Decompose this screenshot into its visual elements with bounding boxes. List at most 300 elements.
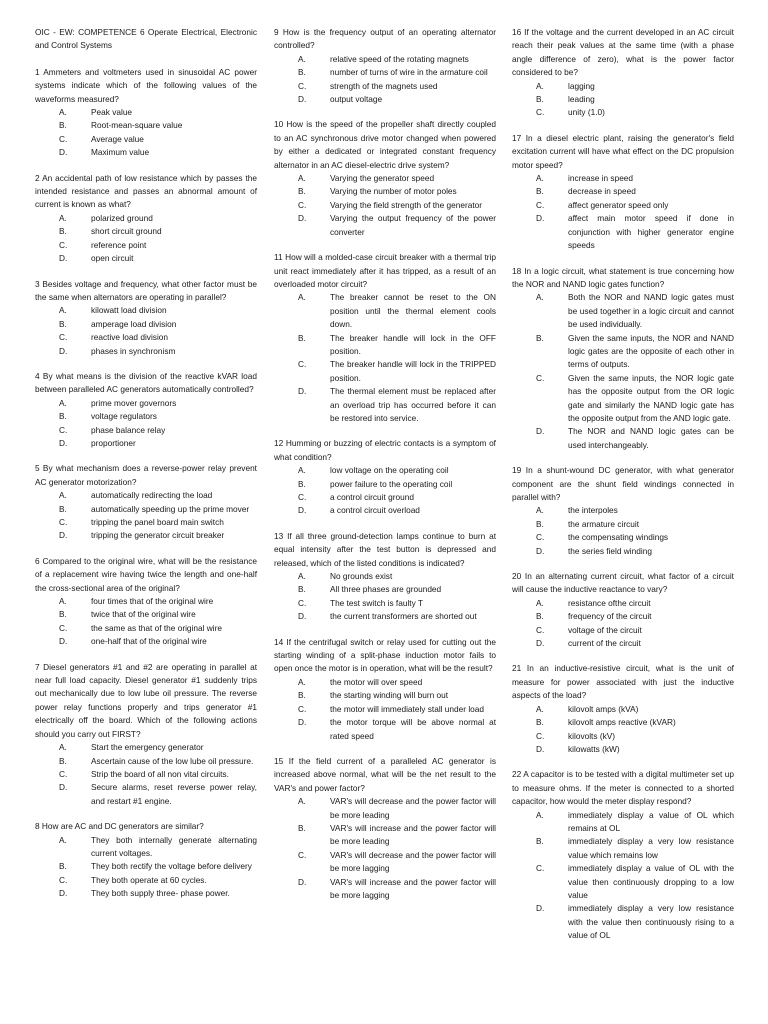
option-text: phases in synchronism xyxy=(91,345,176,356)
option-letter: D. xyxy=(298,876,307,887)
question-stem: 4 By what means is the division of the reactive kVAR load between paralleled AC generators automatically controlled? xyxy=(35,370,257,395)
option-text: the interpoles xyxy=(568,505,618,516)
option-letter: D. xyxy=(59,636,68,647)
option-letter: C. xyxy=(298,492,307,502)
question-stem: 15 If the field current of a paralleled AC generator is increased above normal, what will be the net result to the VAR's and power factor? xyxy=(274,755,496,793)
question-stem: 19 In a shunt-wound DC generator, with what generator component are the shunt field windings connected in parallel with? xyxy=(512,465,734,502)
answer-option xyxy=(35,397,257,410)
answer-option xyxy=(35,424,257,437)
answer-option xyxy=(274,849,496,876)
answer-option xyxy=(35,608,257,621)
option-letter: A. xyxy=(298,796,306,807)
answer-option xyxy=(35,860,257,873)
option-letter: B. xyxy=(536,94,544,105)
answer-option xyxy=(512,372,734,426)
answer-option xyxy=(274,570,496,583)
option-text: immediately display a very low resistance value which remains low xyxy=(568,836,734,860)
option-text: decrease in speed xyxy=(568,186,636,197)
option-text: Average value xyxy=(91,133,144,144)
option-letter: D. xyxy=(536,426,545,437)
option-letter: B. xyxy=(59,609,67,620)
option-text: Root-mean-square value xyxy=(91,120,183,131)
answer-option xyxy=(274,504,496,517)
option-letter: C. xyxy=(59,768,68,779)
answer-option xyxy=(274,291,496,331)
option-letter: C. xyxy=(536,532,545,543)
option-letter: D. xyxy=(298,717,307,728)
question-stem: 2 An accidental path of low resistance which by passes the intended resistance and passes an abnormal amount of current is known as what? xyxy=(35,172,257,210)
question-block xyxy=(35,278,257,358)
option-text: Both the NOR and NAND logic gates must be used together in a logic circuit and cannot be used individually. xyxy=(568,292,734,330)
question-stem: 8 How are AC and DC generators are similar? xyxy=(35,821,204,832)
option-text: the motor will over speed xyxy=(330,676,423,687)
option-text: reference point xyxy=(91,239,147,250)
option-letter: C. xyxy=(59,874,68,885)
option-text: leading xyxy=(568,94,595,105)
option-letter: B. xyxy=(298,478,306,489)
question-block xyxy=(35,172,257,266)
option-text: a control circuit ground xyxy=(330,492,414,502)
option-letter: B. xyxy=(298,690,306,701)
option-letter: A. xyxy=(59,305,67,316)
option-letter: B. xyxy=(536,836,544,847)
question-block xyxy=(35,370,257,450)
answer-option xyxy=(35,212,257,225)
answer-option xyxy=(512,172,734,185)
option-text: Secure alarms, reset reverse power relay, and restart #1 engine. xyxy=(91,782,257,806)
option-letter: B. xyxy=(59,503,67,514)
option-letter: B. xyxy=(536,186,544,197)
answer-option xyxy=(274,703,496,716)
option-text: The NOR and NAND logic gates can be used interchangeably. xyxy=(568,426,734,450)
question-block xyxy=(512,265,734,453)
option-letter: A. xyxy=(536,597,544,608)
option-letter: B. xyxy=(536,611,544,622)
option-letter: C. xyxy=(536,863,545,874)
option-text: VAR's will increase and the power factor will be more lagging xyxy=(330,876,496,900)
option-text: increase in speed xyxy=(568,173,634,184)
answer-option xyxy=(35,304,257,317)
option-text: the series field winding xyxy=(568,545,652,556)
question-block xyxy=(512,662,734,756)
answer-option xyxy=(512,545,734,558)
option-letter: A. xyxy=(59,212,67,223)
option-letter: C. xyxy=(298,80,307,91)
answer-option xyxy=(35,133,257,146)
answer-option xyxy=(512,80,734,93)
question-block xyxy=(274,437,496,517)
question-stem: 20 In an alternating current circuit, what factor of a circuit will cause the inductive reactance to vary? xyxy=(512,571,734,595)
option-text: number of turns of wire in the armature coil xyxy=(330,67,488,78)
answer-option xyxy=(512,743,734,756)
option-letter: D. xyxy=(536,903,545,914)
option-letter: D. xyxy=(59,782,68,793)
answer-option xyxy=(274,80,496,93)
answer-option xyxy=(512,518,734,531)
option-letter: B. xyxy=(536,518,544,529)
option-letter: C. xyxy=(298,703,307,714)
option-text: four times that of the original wire xyxy=(91,596,214,607)
answer-option xyxy=(512,332,734,372)
answer-option xyxy=(274,332,496,359)
option-letter: B. xyxy=(536,717,544,728)
option-letter: A. xyxy=(536,80,544,91)
answer-option xyxy=(35,741,257,754)
option-letter: A. xyxy=(298,465,306,476)
question-stem: 17 In a diesel electric plant, raising the generator's field excitation current will have what effect on the DC propulsion motor speed? xyxy=(512,132,734,170)
option-text: Varying the number of motor poles xyxy=(330,186,457,197)
option-letter: C. xyxy=(536,107,545,118)
option-text: affect main motor speed if done in conjunction with higher generator engine speeds xyxy=(568,213,734,251)
option-text: output voltage xyxy=(330,94,383,105)
question-stem: 21 In an inductive-resistive circuit, what is the unit of measure for power associated with just the inductive aspects of the load? xyxy=(512,663,734,701)
option-letter: D. xyxy=(536,638,545,649)
option-letter: C. xyxy=(298,199,307,210)
answer-option xyxy=(274,66,496,79)
answer-option xyxy=(35,225,257,238)
answer-option xyxy=(512,93,734,106)
answer-option xyxy=(274,358,496,385)
option-text: They both rectify the voltage before delivery xyxy=(91,861,252,872)
answer-option xyxy=(35,595,257,608)
answer-option xyxy=(512,902,734,942)
option-letter: B. xyxy=(298,332,306,343)
question-stem: 16 If the voltage and the current developed in an AC circuit reach their peak values at the same time (with a phase angle difference of zero), what is the power factor considered to be? xyxy=(512,27,734,78)
option-letter: A. xyxy=(536,173,544,184)
question-block xyxy=(274,636,496,743)
option-text: kilowatts (kW) xyxy=(568,743,620,754)
answer-option xyxy=(512,610,734,623)
answer-option xyxy=(35,529,257,542)
option-text: one-half that of the original wire xyxy=(91,636,207,647)
column-middle xyxy=(274,26,496,914)
option-text: immediately display a value of OL with the value then continuously dropping to a low value xyxy=(568,863,734,900)
question-stem: 7 Diesel generators #1 and #2 are operating in parallel at near full load capacity. Diesel generator #1 suddenly trips out mechanically due to low lube oil pressure. The reverse power relay functions properly and trips generator #1 electrically off the board. Which of the following actions should you carry out FIRST? xyxy=(35,661,257,739)
answer-option xyxy=(35,252,257,265)
option-text: the same as that of the original wire xyxy=(91,622,222,633)
question-block xyxy=(274,755,496,902)
question-block xyxy=(512,26,734,120)
option-text: open circuit xyxy=(91,253,134,264)
option-letter: D. xyxy=(59,253,68,264)
answer-option xyxy=(35,489,257,502)
answer-option xyxy=(274,212,496,239)
column-left xyxy=(35,26,257,913)
answer-option xyxy=(512,637,734,650)
option-letter: C. xyxy=(536,199,545,210)
answer-option xyxy=(35,781,257,808)
option-letter: B. xyxy=(298,822,306,833)
option-text: They both operate at 60 cycles. xyxy=(91,874,207,885)
option-text: automatically redirecting the load xyxy=(91,490,213,501)
answer-option xyxy=(35,768,257,781)
answer-option xyxy=(35,437,257,450)
question-block xyxy=(35,555,257,649)
option-letter: A. xyxy=(298,571,306,582)
option-text: resistance ofthe circuit xyxy=(568,597,651,608)
answer-option xyxy=(512,531,734,544)
option-letter: A. xyxy=(536,292,544,303)
option-letter: D. xyxy=(298,611,307,622)
option-text: kilowatt load division xyxy=(91,305,167,316)
question-stem: 11 How will a molded-case circuit breaker with a thermal trip unit react immediately after it has tripped, as a result of an overloaded motor circuit? xyxy=(274,252,496,289)
option-letter: A. xyxy=(59,397,67,408)
option-letter: C. xyxy=(536,730,545,741)
option-text: Varying the output frequency of the power converter xyxy=(330,213,496,237)
option-letter: C. xyxy=(298,849,307,860)
option-letter: D. xyxy=(59,147,68,158)
option-text: frequency of the circuit xyxy=(568,611,652,622)
answer-option xyxy=(35,146,257,159)
option-text: power failure to the operating coil xyxy=(330,478,453,489)
option-letter: D. xyxy=(536,545,545,556)
option-letter: A. xyxy=(59,596,67,607)
question-block xyxy=(35,66,257,160)
answer-option xyxy=(35,106,257,119)
option-letter: D. xyxy=(298,213,307,224)
answer-option xyxy=(274,822,496,849)
answer-option xyxy=(35,318,257,331)
option-text: Peak value xyxy=(91,107,133,118)
option-text: They both internally generate alternating current voltages. xyxy=(91,834,257,858)
answer-option xyxy=(512,199,734,212)
option-text: Varying the generator speed xyxy=(330,173,435,184)
option-text: voltage regulators xyxy=(91,411,157,422)
option-text: low voltage on the operating coil xyxy=(330,465,449,476)
option-text: kilovolt amps reactive (kVAR) xyxy=(568,717,676,728)
answer-option xyxy=(512,809,734,836)
answer-option xyxy=(35,834,257,861)
option-text: The breaker cannot be reset to the ON position until the thermal element cools down. xyxy=(330,292,496,330)
option-text: the motor torque will be above normal at rated speed xyxy=(330,717,496,741)
answer-option xyxy=(274,716,496,743)
option-letter: C. xyxy=(298,597,307,608)
option-text: kilovolt amps (kVA) xyxy=(568,703,639,714)
answer-option xyxy=(35,887,257,900)
option-letter: C. xyxy=(59,332,68,343)
option-letter: B. xyxy=(59,226,67,237)
question-stem: 6 Compared to the original wire, what will be the resistance of a replacement wire having twice the length and one-half the cross-sectional area of the original? xyxy=(35,555,257,593)
answer-option xyxy=(512,624,734,637)
option-text: The thermal element must be replaced after an overload trip has occurred before it can be restored into service. xyxy=(330,386,496,423)
option-text: The breaker handle will lock in the OFF position. xyxy=(330,332,496,356)
option-text: the armature circuit xyxy=(568,518,640,529)
option-letter: A. xyxy=(536,809,544,820)
option-text: amperage load division xyxy=(91,318,177,329)
option-text: immediately display a value of OL which remains at OL xyxy=(568,809,734,833)
option-text: polarized ground xyxy=(91,212,153,223)
option-letter: C. xyxy=(59,517,68,527)
option-letter: C. xyxy=(536,624,545,635)
option-letter: A. xyxy=(298,53,306,64)
answer-option xyxy=(274,689,496,702)
option-text: immediately display a very low resistance with the value then continuously rising to a value of OL xyxy=(568,903,734,941)
option-text: Start the emergency generator xyxy=(91,742,204,753)
option-letter: A. xyxy=(298,292,306,303)
answer-option xyxy=(512,862,734,902)
answer-option xyxy=(35,635,257,648)
option-letter: C. xyxy=(298,359,307,370)
option-letter: A. xyxy=(59,107,67,118)
option-letter: D. xyxy=(298,386,307,397)
option-letter: B. xyxy=(298,584,306,595)
option-letter: A. xyxy=(59,834,67,845)
question-block xyxy=(35,462,257,542)
question-stem: 13 If all three ground-detection lamps continue to burn at equal intensity after the test button is depressed and released, which of the listed conditions is indicated? xyxy=(274,530,496,568)
option-text: lagging xyxy=(568,80,595,91)
question-stem: 18 In a logic circuit, what statement is true concerning how the NOR and NAND logic gates function? xyxy=(512,265,734,289)
page-header: OIC - EW: COMPETENCE 6 Operate Electrical, Electronic and Control Systems xyxy=(35,27,257,51)
option-text: affect generator speed only xyxy=(568,199,669,210)
option-letter: A. xyxy=(536,703,544,714)
answer-option xyxy=(274,478,496,491)
option-text: The test switch is faulty T xyxy=(330,597,423,608)
answer-option xyxy=(512,185,734,198)
answer-option xyxy=(274,185,496,198)
option-letter: A. xyxy=(536,505,544,516)
answer-option xyxy=(274,464,496,477)
question-block xyxy=(274,118,496,239)
option-letter: A. xyxy=(59,742,67,753)
question-stem: 14 If the centrifugal switch or relay used for cutting out the starting winding of a split-phase induction motor fails to open once the motor is in operation, what will be the result? xyxy=(274,636,496,674)
question-block xyxy=(274,26,496,106)
option-letter: C. xyxy=(59,133,68,144)
answer-option xyxy=(512,835,734,862)
answer-option xyxy=(274,53,496,66)
option-letter: C. xyxy=(59,622,68,633)
option-text: kilovolts (kV) xyxy=(568,730,616,741)
option-text: Ascertain cause of the low lube oil pressure. xyxy=(91,755,254,766)
question-block xyxy=(274,251,496,425)
option-text: Varying the field strength of the generator xyxy=(330,199,483,210)
question-block xyxy=(512,768,734,942)
answer-option xyxy=(35,874,257,887)
option-letter: C. xyxy=(59,239,68,250)
answer-option xyxy=(35,331,257,344)
question-stem: 9 How is the frequency output of an operating alternator controlled? xyxy=(274,27,496,51)
question-stem: 22 A capacitor is to be tested with a digital multimeter set up to measure ohms. If the meter is connected to a shorted capacitor, how would the meter display respond? xyxy=(512,769,734,807)
option-letter: D. xyxy=(298,505,307,516)
option-letter: D. xyxy=(59,530,68,541)
answer-option xyxy=(274,610,496,623)
answer-option xyxy=(35,239,257,252)
option-letter: B. xyxy=(298,186,306,197)
option-text: relative speed of the rotating magnets xyxy=(330,53,469,64)
answer-option xyxy=(512,212,734,252)
option-text: Given the same inputs, the NOR logic gate has the opposite output from the OR logic gate and similarly the NAND logic gate has the opposite output from the AND logic gate. xyxy=(568,372,734,423)
option-text: short circuit ground xyxy=(91,226,162,237)
answer-option xyxy=(512,504,734,517)
option-letter: D. xyxy=(298,94,307,105)
question-stem: 10 How is the speed of the propeller shaft directly coupled to an AC synchronous drive motor changed when powered by either a dedicated or integrated constant frequency alternator in an AC diesel-electric drive system? xyxy=(274,119,496,170)
answer-option xyxy=(274,385,496,425)
question-block xyxy=(35,661,257,808)
option-letter: B. xyxy=(59,861,67,872)
answer-option xyxy=(35,503,257,516)
option-text: current of the circuit xyxy=(568,638,641,649)
option-text: proportioner xyxy=(91,437,136,448)
option-letter: D. xyxy=(59,437,68,448)
option-letter: A. xyxy=(298,676,306,687)
option-text: a control circuit overload xyxy=(330,505,420,516)
option-letter: D. xyxy=(536,743,545,754)
option-text: the starting winding will burn out xyxy=(330,690,449,701)
question-stem: 5 By what mechanism does a reverse-power relay prevent AC generator motorization? xyxy=(35,463,257,487)
option-text: Maximum value xyxy=(91,147,150,158)
option-text: phase balance relay xyxy=(91,424,166,435)
option-letter: D. xyxy=(59,888,68,899)
question-block xyxy=(512,464,734,558)
answer-option xyxy=(274,876,496,903)
answer-option xyxy=(512,425,734,452)
answer-option xyxy=(512,716,734,729)
option-text: reactive load division xyxy=(91,332,169,343)
column-right xyxy=(512,26,734,955)
question-block xyxy=(512,570,734,650)
option-letter: A. xyxy=(59,490,67,501)
option-text: tripping the panel board main switch xyxy=(91,517,224,527)
answer-option xyxy=(512,597,734,610)
option-letter: D. xyxy=(59,345,68,356)
option-text: No grounds exist xyxy=(330,571,393,582)
answer-option xyxy=(274,172,496,185)
option-text: VAR's will decrease and the power factor will be more lagging xyxy=(330,849,496,874)
option-text: the compensating windings xyxy=(568,532,669,543)
option-letter: D. xyxy=(536,213,545,224)
answer-option xyxy=(274,93,496,106)
option-letter: C. xyxy=(59,424,68,435)
answer-option xyxy=(512,291,734,331)
option-letter: B. xyxy=(536,332,544,343)
option-text: They both supply three- phase power. xyxy=(91,888,230,899)
option-letter: B. xyxy=(59,411,67,422)
option-text: prime mover governors xyxy=(91,397,177,408)
option-text: Strip the board of all non vital circuits. xyxy=(91,768,229,779)
question-stem: 1 Ammeters and voltmeters used in sinusoidal AC power systems indicate which of the following values of the waveforms measured? xyxy=(35,66,257,104)
option-text: the current transformers are shorted out xyxy=(330,611,477,622)
option-text: the motor will immediately stall under load xyxy=(330,703,485,714)
option-letter: B. xyxy=(59,318,67,329)
question-stem: 3 Besides voltage and frequency, what other factor must be the same when alternators are operating in parallel? xyxy=(35,278,257,302)
answer-option xyxy=(274,583,496,596)
option-letter: A. xyxy=(298,173,306,184)
answer-option xyxy=(274,199,496,212)
answer-option xyxy=(274,597,496,610)
answer-option xyxy=(274,491,496,504)
question-block xyxy=(35,820,257,900)
option-letter: B. xyxy=(59,120,67,131)
answer-option xyxy=(274,676,496,689)
option-text: VAR's will increase and the power factor will be more leading xyxy=(330,822,496,847)
option-letter: B. xyxy=(298,67,306,78)
option-text: strength of the magnets used xyxy=(330,80,438,91)
option-letter: B. xyxy=(59,755,67,766)
answer-option xyxy=(512,106,734,119)
answer-option xyxy=(274,795,496,822)
option-text: unity (1.0) xyxy=(568,107,605,118)
question-block xyxy=(274,530,496,624)
option-letter: C. xyxy=(536,372,545,383)
option-text: voltage of the circuit xyxy=(568,624,642,635)
option-text: twice that of the original wire xyxy=(91,609,196,620)
answer-option xyxy=(35,410,257,423)
answer-option xyxy=(512,730,734,743)
option-text: tripping the generator circuit breaker xyxy=(91,530,225,541)
answer-option xyxy=(35,516,257,529)
option-text: Given the same inputs, the NOR and NAND logic gates are the opposite of each other in terms of outputs. xyxy=(568,332,734,370)
answer-option xyxy=(35,622,257,635)
answer-option xyxy=(35,119,257,132)
